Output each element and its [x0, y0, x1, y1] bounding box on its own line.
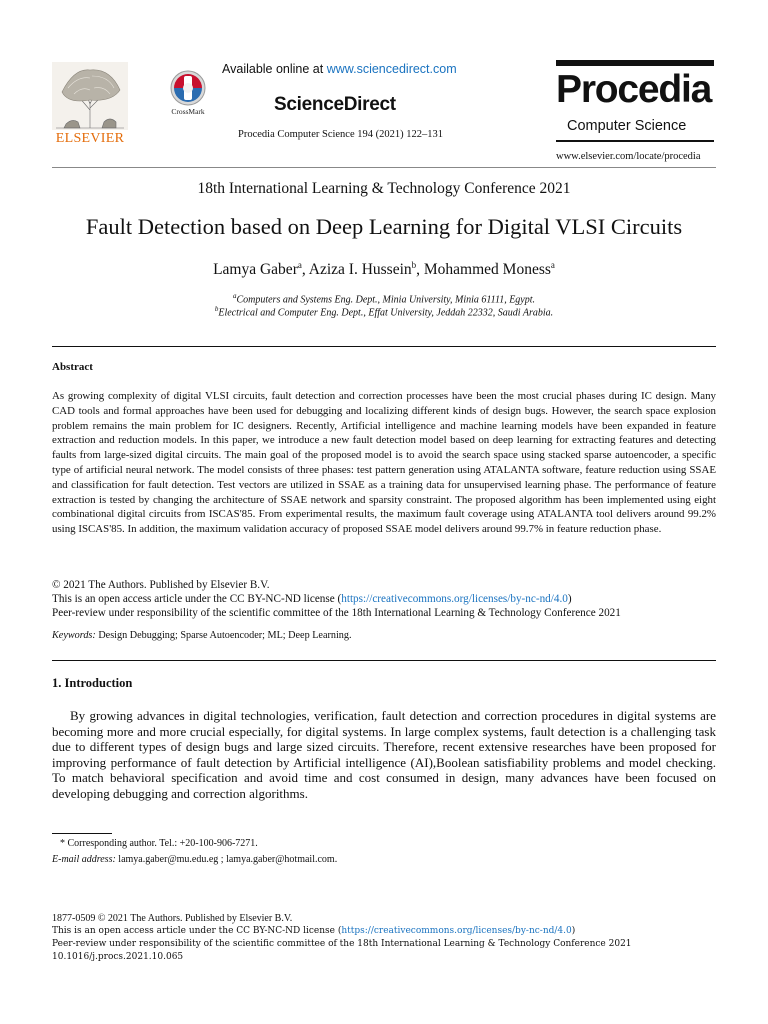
footer-license-link[interactable]: https://creativecommons.org/licenses/by-nc-nd/4.0	[341, 926, 572, 936]
footer-license-prefix: This is an open access article under the CC BY-NC-ND license (	[52, 926, 342, 936]
footer-peer-review-line: Peer-review under responsibility of the scientific committee of the 18th International Learning & Technology Conference 2021	[52, 939, 632, 949]
procedia-bottom-bar	[556, 140, 714, 142]
keywords-line	[52, 630, 352, 641]
oa-prefix: This is an open access article under the CC BY-NC-ND license (	[52, 593, 342, 605]
affil-text: Electrical and Computer Eng. Dept., Effat University, Jeddah 22332, Saudi Arabia.	[218, 307, 554, 319]
available-prefix: Available online at	[222, 62, 327, 76]
footer-license-suffix: )	[571, 926, 576, 936]
sciencedirect-link[interactable]: www.sciencedirect.com	[326, 62, 457, 76]
peer-review-line: Peer-review under responsibility of the scientific committee of the 18th International Learning & Technology Conference 2021	[52, 607, 621, 619]
abstract-heading: Abstract	[52, 361, 93, 373]
conference-name: 18th International Learning & Technology Conference 2021	[197, 180, 571, 197]
abstract-bottom-rule	[52, 660, 716, 661]
author-list	[0, 260, 768, 279]
footer-license-line	[52, 926, 575, 936]
author-name: Aziza I. Hussein	[308, 261, 412, 279]
email-addresses[interactable]: lamya.gaber@mu.edu.eg ; lamya.gaber@hotmail.com.	[115, 854, 338, 865]
available-online	[222, 62, 457, 76]
sciencedirect-brand: ScienceDirect	[274, 94, 396, 115]
abstract-body: As growing complexity of digital VLSI circuits, fault detection and correction processes have been the most crucial phases during IC design. Many CAD tools and formal approaches have been used for debugging and localizing different kinds of design bugs. However, the search space explosion problem remains the main problem for IC designers. Recently, Artificial intelligence and machine learning models have been expanded in feature extraction and reduction models. In this paper, we introduce a new fault detection model based on deep learning for extracting features and detecting faults from large-sized digital circuits. The main goal of the proposed model is to avoid the search space using stacked sparse autoencoder, a specific type of artificial neural network. The model consists of three phases: test pattern generation using ATALANTA software, feature reduction using SSAE and classification for fault detection. Test vectors are utilized in SSAE as a training data for unsupervised learning phase. The performance of feature extraction is tested by changing the architecture of SSAE network and sparsity constraint. The proposed algorithm has been implemented using eight combinational digital circuits from ISCAS'85. From experimental results, the maximum fault coverage using ATALANTA tool delivers around 99.2% using ISCAS'85. In addition, the maximum validation accuracy of proposed SSAE model delivers around 99.7% in feature reduction phase.	[52, 390, 716, 536]
elsevier-locate-url[interactable]: www.elsevier.com/locate/procedia	[556, 151, 701, 162]
author-affil-mark: a	[550, 260, 555, 270]
crossmark-label: CrossMark	[171, 107, 205, 116]
procedia-top-bar	[556, 60, 714, 66]
email-note	[52, 854, 337, 865]
journal-reference: Procedia Computer Science 194 (2021) 122–131	[238, 129, 443, 140]
introduction-body: By growing advances in digital technologies, verification, fault detection and correction procedures in digital systems are becoming more and more crucial especially, for digital systems. In large complex systems, fault detection is a challenging task due to different types of design bugs and large sized circuits. Therefore, recent extensive researches have been proposed for improving performance of fault detection by Artificial intelligence (AI),Boolean satisfiability problems and model checking. To match behavioral specification and avoid time and cost consumed in design, many advances have been focused on developing debugging and correction algorithms.	[52, 708, 716, 801]
procedia-logo-title: Procedia	[556, 68, 712, 111]
author-affil-mark: b	[411, 260, 417, 270]
author-affil-mark: a	[297, 260, 302, 270]
footer-doi[interactable]: 10.1016/j.procs.2021.10.065	[52, 952, 184, 962]
keywords-label: Keywords:	[52, 630, 96, 641]
introduction-heading: 1. Introduction	[52, 676, 133, 690]
abstract-top-rule	[52, 346, 716, 347]
affil-mark: b	[214, 305, 219, 313]
affil-text: Computers and Systems Eng. Dept., Minia University, Minia 61111, Egypt.	[236, 294, 536, 306]
author-name: Lamya Gaber	[213, 261, 298, 279]
paper-title: Fault Detection based on Deep Learning for Digital VLSI Circuits	[85, 214, 683, 239]
corresponding-author-note: * Corresponding author. Tel.: +20-100-906-7271.	[60, 838, 258, 849]
oa-suffix: )	[567, 593, 572, 605]
author-name: Mohammed Moness	[423, 261, 551, 279]
copyright-line: © 2021 The Authors. Published by Elsevier B.V.	[52, 579, 270, 591]
affiliation-a	[0, 292, 768, 305]
open-access-line	[52, 593, 572, 605]
elsevier-wordmark: ELSEVIER	[55, 131, 125, 146]
email-label: E-mail address:	[52, 854, 116, 865]
author-separator: ,	[301, 261, 309, 279]
license-link[interactable]: https://creativecommons.org/licenses/by-nc-nd/4.0	[341, 593, 568, 605]
header-divider	[52, 167, 716, 168]
author-separator: ,	[416, 261, 424, 279]
procedia-logo-subtitle: Computer Science	[567, 118, 687, 134]
affiliation-b	[0, 305, 768, 318]
keywords-text: Design Debugging; Sparse Autoencoder; ML; Deep Learning.	[95, 630, 352, 641]
affil-mark: a	[232, 292, 237, 300]
footnote-rule	[52, 833, 112, 834]
footer-issn-line: 1877-0509 © 2021 The Authors. Published by Elsevier B.V.	[52, 913, 293, 924]
